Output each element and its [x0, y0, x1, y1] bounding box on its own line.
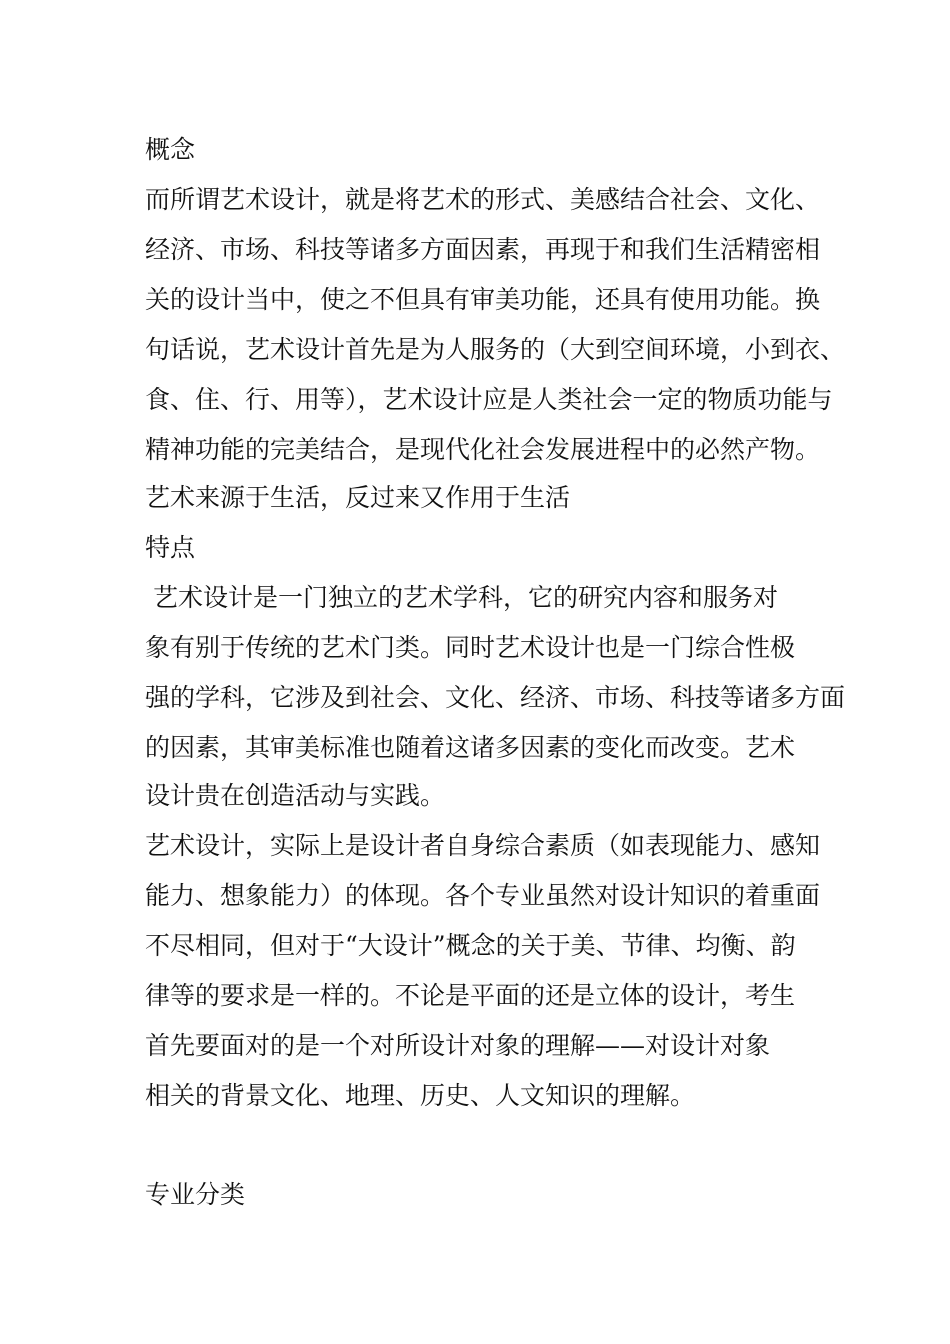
paragraph-line: 律等的要求是一样的。不论是平面的还是立体的设计，考生: [145, 981, 796, 1010]
heading-features: 特点: [145, 533, 196, 562]
paragraph-line: 精神功能的完美结合，是现代化社会发展进程中的必然产物。: [145, 435, 821, 464]
paragraph-line: 象有别于传统的艺术门类。同时艺术设计也是一门综合性极: [145, 633, 796, 662]
paragraph-line: 不尽相同，但对于“大设计”概念的关于美、节律、均衡、韵: [145, 931, 796, 960]
paragraph-line: 艺术来源于生活，反过来又作用于生活: [145, 483, 571, 512]
paragraph-line: 强的学科，它涉及到社会、文化、经济、市场、科技等诸多方面: [145, 683, 846, 712]
paragraph-line: 关的设计当中，使之不但具有审美功能，还具有使用功能。换: [145, 285, 821, 314]
paragraph-line: 而所谓艺术设计，就是将艺术的形式、美感结合社会、文化、: [145, 185, 821, 214]
paragraph-line: 经济、市场、科技等诸多方面因素，再现于和我们生活精密相: [145, 235, 821, 264]
paragraph-line: 相关的背景文化、地理、历史、人文知识的理解。: [145, 1081, 696, 1110]
paragraph-line: 能力、想象能力）的体现。各个专业虽然对设计知识的着重面: [145, 881, 821, 910]
paragraph-line: 首先要面对的是一个对所设计对象的理解——对设计对象: [145, 1031, 771, 1060]
paragraph-line: 艺术设计，实际上是设计者自身综合素质（如表现能力、感知: [145, 831, 821, 860]
paragraph-line: 句话说，艺术设计首先是为人服务的（大到空间环境，小到衣、: [145, 335, 846, 364]
paragraph-line: 食、住、行、用等），艺术设计应是人类社会一定的物质功能与: [145, 385, 833, 414]
paragraph-line: 艺术设计是一门独立的艺术学科，它的研究内容和服务对: [145, 583, 778, 612]
heading-specialty-categories: 专业分类: [145, 1180, 246, 1209]
paragraph-line: 设计贵在创造活动与实践。: [145, 781, 446, 810]
heading-concept: 概念: [145, 135, 196, 164]
paragraph-line: 的因素，其审美标准也随着这诸多因素的变化而改变。艺术: [145, 733, 796, 762]
